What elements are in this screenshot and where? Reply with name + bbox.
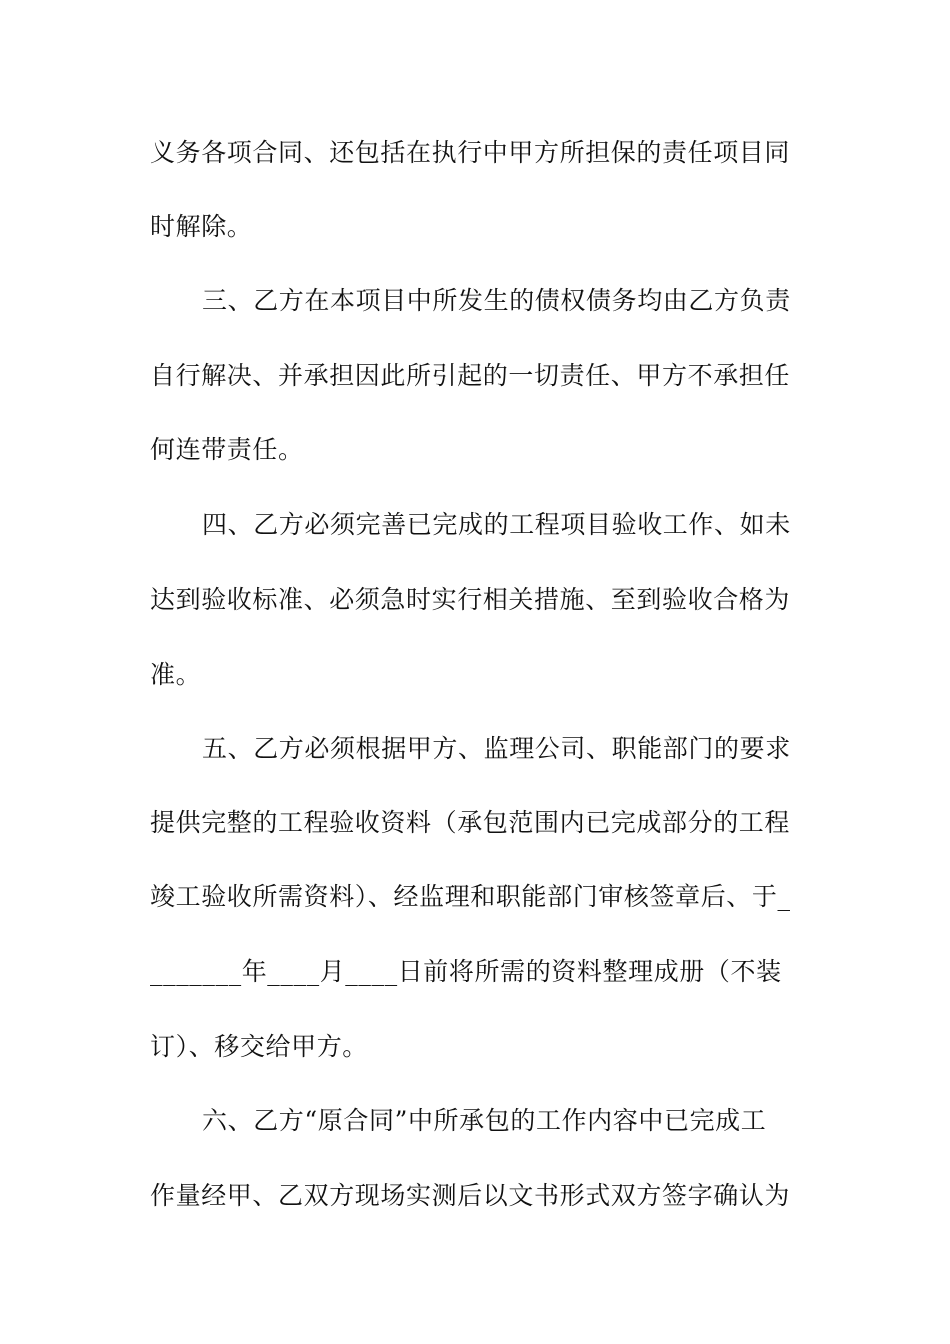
text-line: 准。 — [150, 660, 202, 689]
text-line: 作量经甲、乙双方现场实测后以文书形式双方签字确认为 — [150, 1181, 791, 1210]
text-line: 达到验收标准、必须急时实行相关措施、至到验收合格为 — [150, 585, 791, 614]
paragraph-start-line: 五、乙方必须根据甲方、监理公司、职能部门的要求 — [202, 734, 791, 763]
paragraph-start-line: 四、乙方必须完善已完成的工程项目验收工作、如未 — [202, 510, 791, 539]
text-line: 时解除。 — [150, 212, 253, 241]
text-line: 义务各项合同、还包括在执行中甲方所担保的责任项目同 — [150, 138, 791, 167]
text-line: 何连带责任。 — [150, 435, 304, 464]
text-line: 提供完整的工程验收资料（承包范围内已完成部分的工程 — [150, 808, 791, 837]
paragraph-start-line: 三、乙方在本项目中所发生的债权债务均由乙方负责 — [202, 286, 791, 315]
paragraph-start-line: 六、乙方“原合同”中所承包的工作内容中已完成工 — [202, 1106, 767, 1135]
text-line: 订）、移交给甲方。 — [150, 1032, 368, 1061]
text-line: _______年____月____日前将所需的资料整理成册（不装 — [150, 957, 782, 986]
text-line: 自行解决、并承担因此所引起的一切责任、甲方不承担任 — [150, 361, 791, 390]
text-line: 竣工验收所需资料）、经监理和职能部门审核签章后、于_ — [150, 882, 791, 911]
